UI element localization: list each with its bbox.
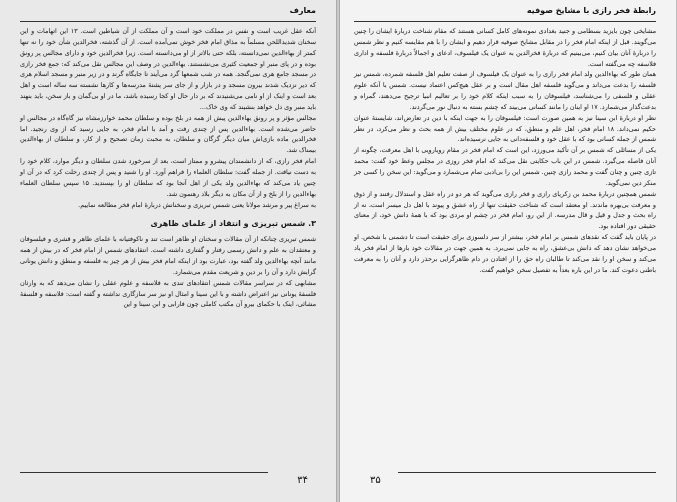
right-running-header: رابطهٔ فخر رازی با مشایخ صوفیه <box>526 6 656 15</box>
right-page-body <box>354 26 656 275</box>
right-footer-rule <box>398 472 656 473</box>
right-paragraph-6: در پایان باید گفت که نقدهای شمس بر امام فخر، بیشتر از سر دلسوزی برای حقیقت است تا دشمنی با شخص. او می‌خواهد نشان دهد که دانش بی‌عشق، راه به جایی نمی‌برد. به همین جهت در مقالات خود بارها از امام فخر یاد می‌کند و سخن او را نقد می‌کند تا طالبان راه حق را از افتادن در دام ظاهرگرایی برحذر دارد و آنان را به معرفت باطنی دعوت کند. ما در این باره بعداً به تفصیل سخن خواهیم گفت. <box>354 233 656 274</box>
section-heading: ۳. شمس تبریزی و انتقاد از علمای ظاهری <box>150 219 316 229</box>
right-paragraph-5: شمس همچنین دربارهٔ محمد بن زکریای رازی و فخر رازی می‌گوید که هر دو در راه عقل و استدلال رفتند و از ذوق و معرفت بی‌بهره ماندند. او معتقد است که شناخت حقیقت تنها از راه عشق و پیوند با اهل دل میسر است، نه از راه بحث و جدل و قیل و قال مدرسه. از این رو، امام فخر در چشم او مردی بود که با همهٔ دانش خود، از معنای حقیقی دور افتاده بود. <box>354 189 656 231</box>
left-paragraph-1: آنکه عقل غریب است و نفس در مملکت خود است و آن مملکت از آن شیاطین است. ۱۳ این اتهامات و این سخنان شدیداللحن مسلماً به مذاق امام فخر خوش نمی‌آمده است. از آن گذشته، فخرالدین شأن خود را نه تنها کمتر از بهاءالدین نمی‌دانسته، بلکه حتی بالاتر از او می‌دانسته است. زیرا فخرالدین خود و دارای مجالس پر رونق بوده و در پای منبر او جمعیت کثیری می‌نشستند. بهاءالدین در وصف این مجالس نقل می‌کند که: جمع فخر رازی در مسجد جامع هری نمی‌گنجد. همه در شب شمعها گرد می‌آیند تا جایگاه گرند و در زیر منبر و مسجد اسلام هری که دیر نزدیک شدند بیرون مسجد و در بازار و از جای سر پشتهٔ مدرسه‌ها و کارها نشسته سه ساله است و اهل بعد است و اینک از او نامی می‌شنیدند که بر دار حال او کجا رسیده باشد، ما در او بی‌گمان و باز سخن، باید بنهند باید منبر وی دل خواهد بنشیند که وی خاک... <box>20 27 316 111</box>
left-page-body <box>20 26 316 310</box>
left-header-rule <box>20 21 316 22</box>
left-paragraph-3: امام فخر رازی، که از دانشمندان پیشرو و ممتاز است، بعد از سرخورد شدن سلطان و دیگر موارد، کلام خود را به دست نیافت. از جمله گفت: سلطان العلماء را فراهم آورد. او را شنید و پس از چندی رحلت کرد که در آن او چنین یاد می‌کند که بهاءالدین ولد یکی از اهل آنجا بود که سلطان او را بپسندید. ۱۵ سپس سلطان العلماء بهاءالدین را از بلخ و از آن مکان به دیگر بلاد رهنمون شد. <box>20 157 316 198</box>
left-section-paragraph-1: شمس تبریزی چنانکه از آن مقالات و سخنان او ظاهر است تند و ناکوفتیانه با علمای ظاهر و قشری و فیلسوفان و معتقدان به علم و دانش رسمی رفتار و گفتاری داشته است. انتقادهای شمس از امام فخر که در بیش از همه مانند آنچه بهاءالدین ولد گفته بود، عبارت بود از اینکه امام فخر بیش از هر چیز به فلسفه و منطق و دانش یونانی گرایش دارد و آن را بر دین و شریعت مقدم می‌شمارد. <box>20 235 316 276</box>
right-paragraph-3: نظر او دربارهٔ ابن سینا نیز به همین صورت است: فیلسوفان را به جهت اینکه با دین در تعارض‌اند، شایستهٔ عنوان حکیم نمی‌داند. ۱۸ امام فخر، اهل علم و منطق، که در علوم مختلف بیش از همه بحث و نظر می‌کرد، در نظر شمس از جمله کسانی بود که با عقل خود و فلسفه‌دانی به جایی نرسیده‌اند. <box>354 113 656 144</box>
right-paragraph-4: یکی از مسائلی که شمس بر آن تأکید می‌ورزد، این است که امام فخر در مقام رویارویی با اهل معرفت، چگونه از آنان فاصله می‌گیرد. شمس در این باب حکایتی نقل می‌کند که امام فخر روزی در مجلس وعظ خود گفت: محمد تازی چنین و چنان گفت و محمد رازی چنین. شمس این را بی‌ادبی تمام می‌شمارد و می‌گوید: این سخن را کسی جز منکر دین نمی‌گوید. <box>354 146 656 187</box>
left-page <box>0 0 338 502</box>
left-paragraph-4: به سراغ پیر و مرشد مولانا یعنی شمس تبریزی و سخنانش دربارهٔ امام فخر مطالعه نماییم. <box>78 200 316 209</box>
left-running-header: معارف <box>289 6 316 15</box>
left-footer-rule <box>20 472 268 473</box>
book-gutter <box>336 0 340 502</box>
left-page-number: ۳۴ <box>297 475 308 486</box>
left-paragraph-2: مجالس مؤثر و پر رونق بهاءالدین پیش از همه در بلخ بوده و سلطان محمد خوارزمشاه نیز گاه‌گاه در مجالس او حاضر می‌شده است. بهاءالدین پس از چندی رفت و آمد با امام فخر، به جایی رسید که از وی رنجید. اما فخرالدین ماده بازی‌اش میان دیگر گرگان و سلطان، به محبت زمان تصحیح و از کار، و سلطان از بهاءالدین بیمناک شد. <box>20 113 316 155</box>
right-page-number: ۳۵ <box>370 475 381 486</box>
left-section-paragraph-2: مشابهی که در سراسر مقالات شمس انتقادهای تندی به فلاسفه و علوم عقلی را نشان می‌دهد که به وارثان فلسفهٔ یونانی نیز اعتراض داشته و با این سینا و امثال او نیز سر سازگاری نداشته و گفته است: فلاسفه و فلسفهٔ مشائی، اینک با حکمای بیرو آن مکتب کاملی چون فارابی و ابن سینا و این <box>20 278 316 309</box>
right-header-rule <box>354 21 656 22</box>
right-page <box>338 0 676 502</box>
right-paragraph-2: همان طور که بهاءالدین ولد امام فخر رازی را به عنوان یک فیلسوف از صفت تعلیم اهل فلسفه شمرده، شمس نیز فلسفه را بدعت می‌داند و می‌گوید فلسفه اهل مقال است و بر عقل هیچ‌کس اعتماد نیست. شمس با آنکه علوم عقلی و فلسفی را می‌شناسد، فیلسوفان را به سبب اینکه کلام خود را بر تعالیم انبیا ترجیح می‌دهند، گمراه و بدعت‌گذار می‌شمارد. ۱۷ او اینان را مانند کسانی می‌بیند که چشم بسته به دنبال نور می‌گردند. <box>354 70 656 111</box>
right-paragraph-1: مشایخی چون بایزید بسطامی و جنید بغدادی نمونه‌های کامل کسانی هستند که مقام شناخت دربارهٔ ایشان را چنین می‌گویند. قبل از اینکه امام فخر را در مقابل مشایخ صوفیه قرار دهیم و ایشان را با هم مقایسه کنیم و نظر شمس را دربارهٔ آنان بیان کنیم، می‌بینیم که دربارهٔ فخرالدین به عنوان یک فیلسوف، ادعای و اجمالاً دربارهٔ فلسفه و اداری فلاسفه چه می‌گفته است. <box>354 27 656 68</box>
